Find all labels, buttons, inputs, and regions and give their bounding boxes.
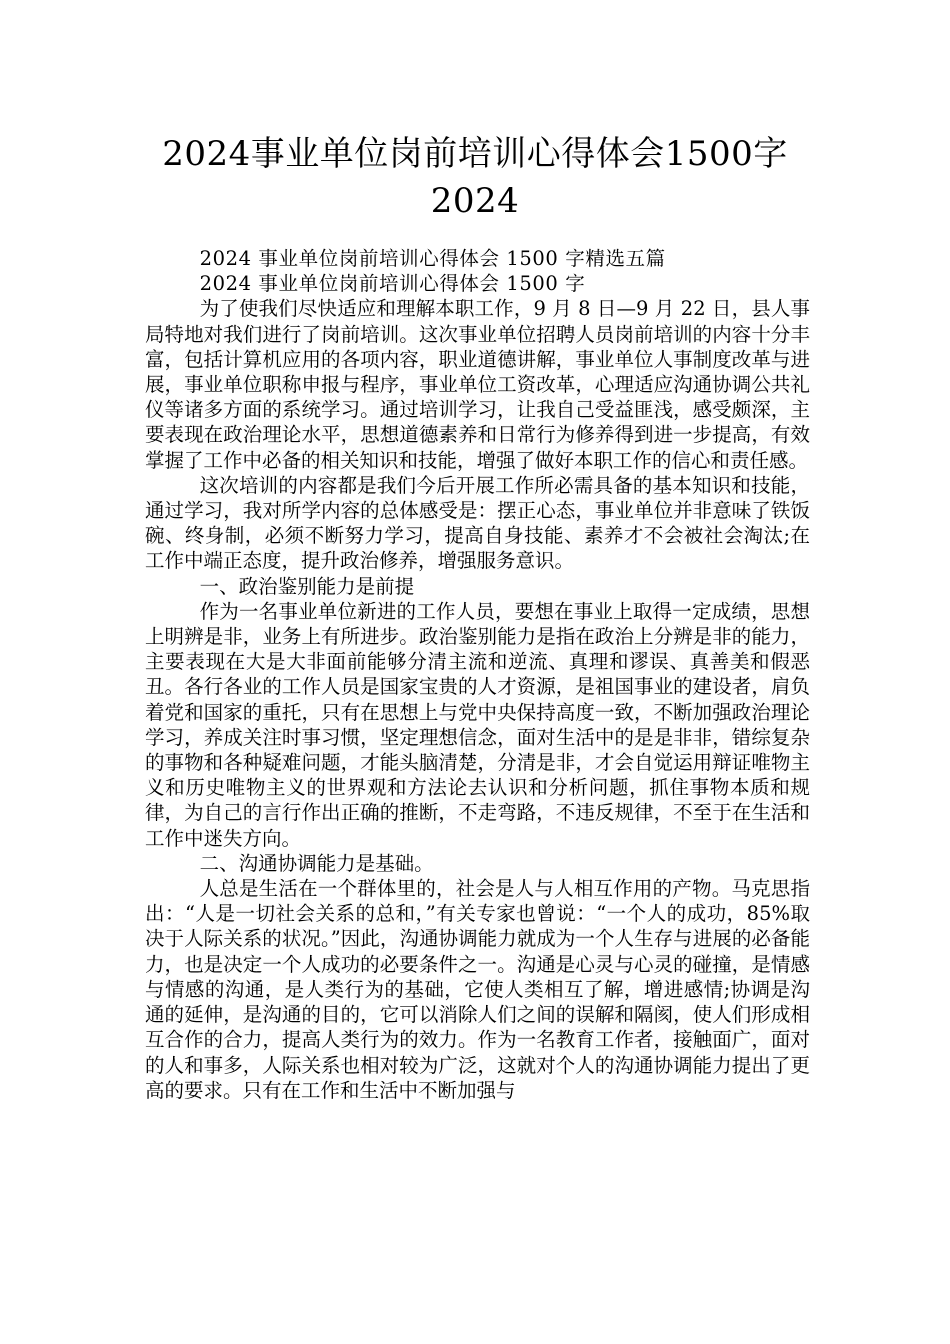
section-heading: 一、政治鉴别能力是前提 [199, 574, 415, 598]
body-paragraph: 人总是生活在一个群体里的，社会是人与人相互作用的产物。马克思指出：“人是一切社会关系的总和，”有关专家也曾说：“一个人的成功，85%取决于人际关系的状况。”因此，沟通协调能力就成为一个人生存与进展的必备能力，也是决定一个人成功的必要条件之一。沟通是心灵与心灵的碰撞，是情感与情感的沟通，是人类行为的基础，它使人类相互了解，增进感情;协调是沟通的延伸，是沟通的目的，它可以消除人们之间的误解和隔阂，使人们形成相互合作的合力，提高人类行为的效力。作为一名教育工作者，接触面广，面对的人和事多，人际关系也相对较为广泛，这就对个人的沟通协调能力提出了更高的要求。只有在工作和生活中不断加强与 [145, 877, 810, 1102]
document-body [145, 246, 810, 1103]
document-title-line1: 2024事业单位岗前培训心得体会1500字 [162, 134, 788, 174]
subtitle-paragraph: 2024 事业单位岗前培训心得体会 1500 字精选五篇 [199, 247, 666, 270]
subtitle-paragraph: 2024 事业单位岗前培训心得体会 1500 字 [199, 272, 586, 296]
body-paragraph: 作为一名事业单位新进的工作人员，要想在事业上取得一定成绩，思想上明辨是非，业务上有所进步。政治鉴别能力是指在政治上分辨是非的能力，主要表现在大是大非面前能够分清主流和逆流、真理和谬误、真善美和假恶丑。各行各业的工作人员是国家宝贵的人才资源，是祖国事业的建设者，肩负着党和国家的重托，只有在思想上与党中央保持高度一致，不断加强政治理论学习，养成关注时事习惯，坚定理想信念，面对生活中的是是非非，错综复杂的事物和各种疑难问题，才能头脑清楚，分清是非，才会自觉运用辩证唯物主义和历史唯物主义的世界观和方法论去认识和分析问题，抓住事物本质和规律，为自己的言行作出正确的推断，不走弯路，不违反规律，不至于在生活和工作中迷失方向。 [145, 599, 810, 850]
body-paragraph: 这次培训的内容都是我们今后开展工作所必需具备的基本知识和技能，通过学习，我对所学内容的总体感受是：摆正心态，事业单位并非意味了铁饭碗、终身制，必须不断努力学习，提高自身技能、素养才不会被社会淘汰;在工作中端正态度，提升政治修养，增强服务意识。 [145, 473, 810, 573]
document-title-line2: 2024 [430, 181, 520, 221]
section-heading: 二、沟通协调能力是基础。 [199, 851, 434, 875]
body-paragraph: 为了使我们尽快适应和理解本职工作，9 月 8 日—9 月 22 日，县人事局特地对我们进行了岗前培训。这次事业单位招聘人员岗前培训的内容十分丰富，包括计算机应用的各项内容，职业道德讲解，事业单位人事制度改革与进展，事业单位职称申报与程序，事业单位工资改革，心理适应沟通协调公共礼仪等诸多方面的系统学习。通过培训学习，让我自己受益匪浅，感受颇深，主要表现在政治理论水平，思想道德素养和日常行为修养得到进一步提高，有效掌握了工作中必备的相关知识和技能，增强了做好本职工作的信心和责任感。 [145, 297, 810, 472]
